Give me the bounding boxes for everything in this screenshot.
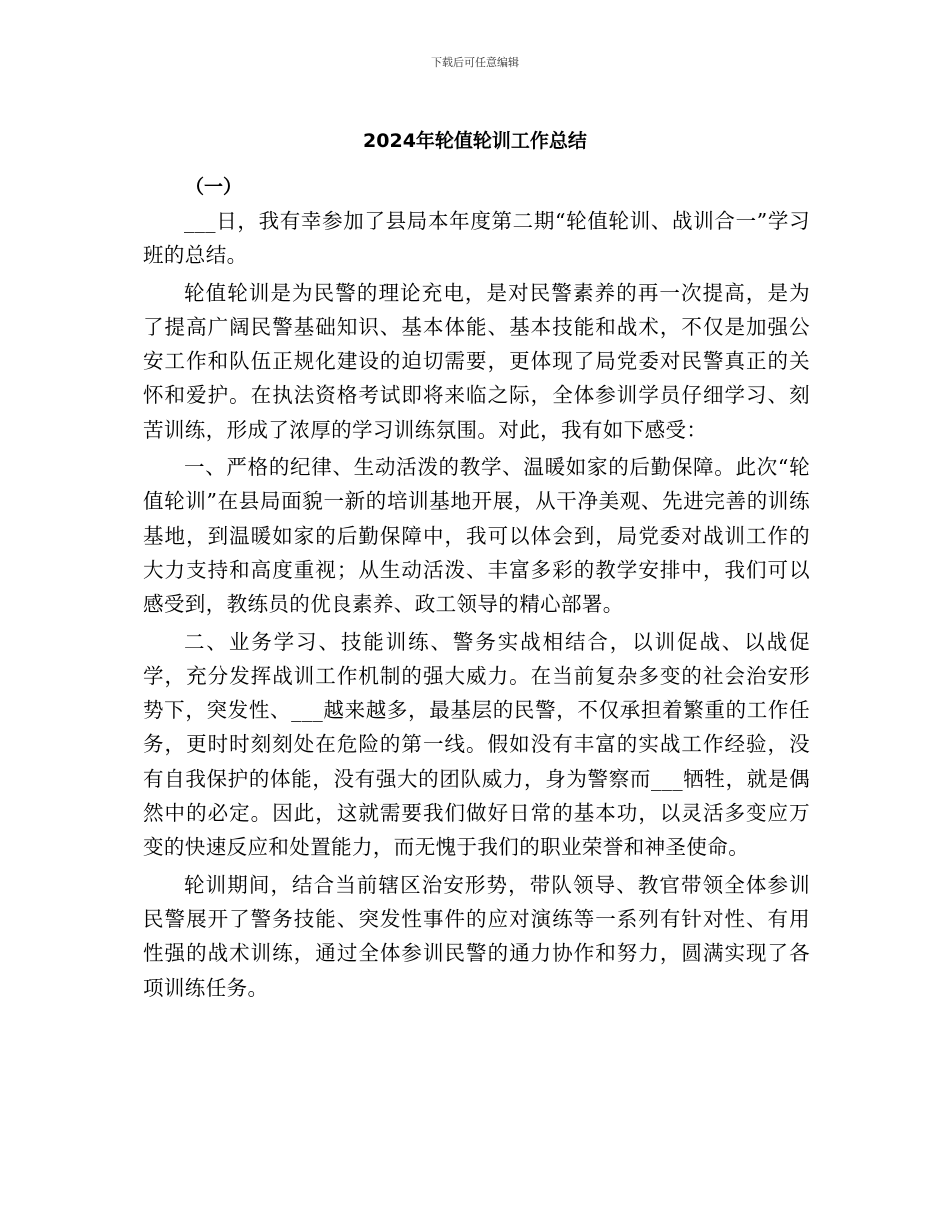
section-label: （一）: [185, 176, 243, 198]
paragraph-1: ___日，我有幸参加了县局本年度第二期“轮值轮训、战训合一”学习班的总结。: [143, 209, 810, 268]
document-body: [143, 170, 810, 1008]
page-header: 下载后可任意编辑: [431, 56, 519, 69]
paragraph-3: 一、严格的纪律、生动活泼的教学、温暖如家的后勤保障。此次“轮值轮训”在县局面貌一新的培训基地开展，从干净美观、先进完善的训练基地，到温暖如家的后勤保障中，我可以体会到，局党委对战训工作的大力支持和高度重视；从生动活泼、丰富多彩的教学安排中，我们可以感受到，教练员的优良素养、政工领导的精心部署。: [143, 455, 810, 617]
document-title: 2024年轮值轮训工作总结: [363, 130, 587, 152]
paragraph-4: 二、业务学习、技能训练、警务实战相结合，以训促战、以战促学，充分发挥战训工作机制的强大威力。在当前复杂多变的社会治安形势下，突发性、___越来越多，最基层的民警，不仅承担着繁重的工作任务，更时时刻刻处在危险的第一线。假如没有丰富的实战工作经验，没有自我保护的体能，没有强大的团队威力，身为警察而___牺牲，就是偶然中的必定。因此，这就需要我们做好日常的基本功，以灵活多变应万变的快速反应和处置能力，而无愧于我们的职业荣誉和神圣使命。: [143, 629, 810, 860]
paragraph-5: 轮训期间，结合当前辖区治安形势，带队领导、教官带领全体参训民警展开了警务技能、突发性事件的应对演练等一系列有针对性、有用性强的战术训练，通过全体参训民警的通力协作和努力，圆满实现了各项训练任务。: [143, 872, 810, 1000]
paragraph-2: 轮值轮训是为民警的理论充电，是对民警素养的再一次提高，是为了提高广阔民警基础知识、基本体能、基本技能和战术，不仅是加强公安工作和队伍正规化建设的迫切需要，更体现了局党委对民警真正的关怀和爱护。在执法资格考试即将来临之际，全体参训学员仔细学习、刻苦训练，形成了浓厚的学习训练氛围。对此，我有如下感受：: [143, 280, 810, 442]
